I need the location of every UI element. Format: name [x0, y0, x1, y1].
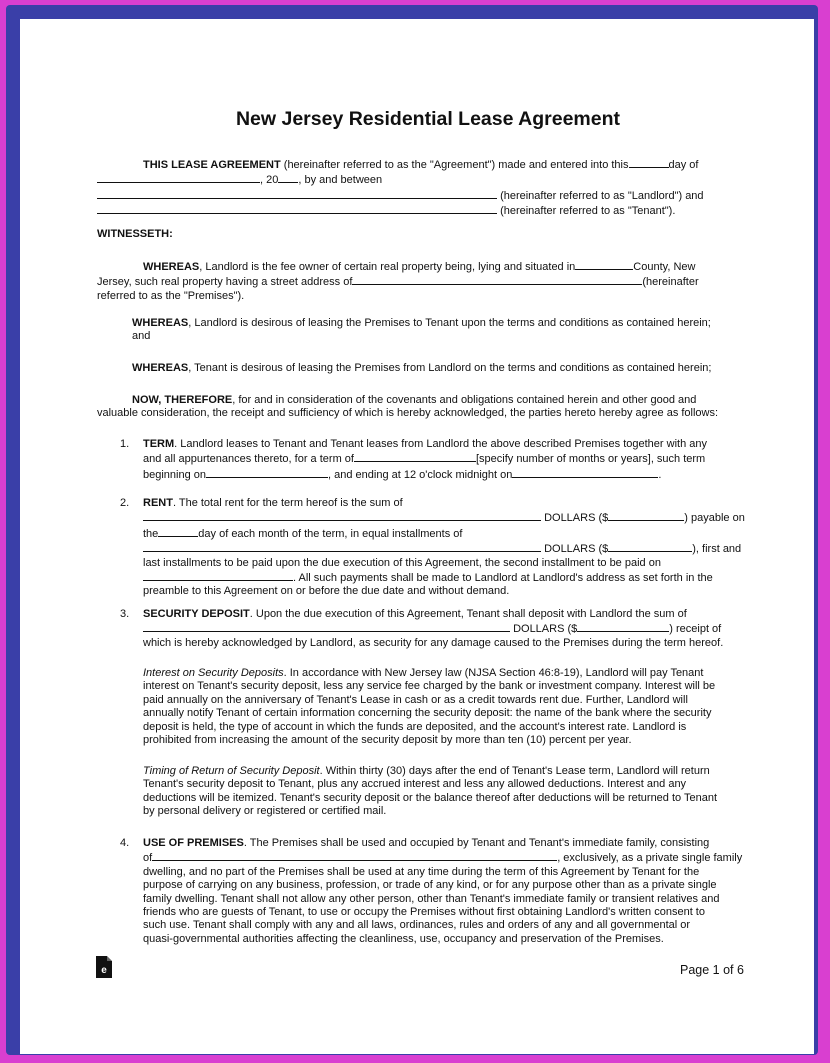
intro-bold: THIS LEASE AGREEMENT [143, 159, 281, 171]
landlord-name-blank[interactable] [97, 188, 497, 199]
second-installment-date-blank[interactable] [143, 570, 293, 581]
whereas-paragraph-1: WHEREAS, Landlord is the fee owner of certain real property being, lying and situated in County, New Jersey, such real property having a street address of (hereinafter referred to as the "Premises"). [97, 261, 699, 302]
document-title: New Jersey Residential Lease Agreement [235, 108, 621, 130]
security-deposit-section: SECURITY DEPOSIT. Upon the due execution of this Agreement, Tenant shall deposit with Landlord the sum of DOLLARS ($ ) receipt of which is hereby acknowledged by Landlord, as security for any damage caused to the Premises during the term hereof. [143, 608, 724, 649]
interest-paragraph: Interest on Security Deposits. In accordance with New Jersey law (NJSA Section 46:8-19), Landlord will pay Tenant interest on Tenant's security deposit, less any service fee charged by the bank or investment company. Interest will be paid annually on the anniversary of Tenant's Lease in cash or as a credit towards rent due. Further, Landlord will annually notify Tenant of certain information concerning the security deposit: the name of the bank where the security deposit is held, the type of account in which the funds are deposited, and the account's interest rate. Landlord is prohibited from increasing the amount of the security deposit by more than ten (10) percent per year. [143, 667, 716, 747]
rent-total-amount-blank[interactable] [608, 510, 684, 521]
eforms-logo-icon [96, 956, 112, 978]
now-therefore-paragraph: NOW, THEREFORE, for and in consideration of the covenants and obligations contained herein and other good and valuable consideration, the receipt and sufficiency of which is hereby acknowledged, the parties hereto hereby agree as follows: [97, 394, 719, 420]
item-number-4: 4. [120, 837, 130, 849]
document-page [20, 19, 814, 1054]
item-number-1: 1. [120, 438, 130, 450]
family-members-blank[interactable] [152, 850, 557, 861]
deposit-amount-blank[interactable] [577, 621, 669, 632]
rent-total-words-blank[interactable] [143, 510, 541, 521]
term-length-blank[interactable] [354, 451, 476, 462]
item-number-3: 3. [120, 608, 130, 620]
whereas-paragraph-2: WHEREAS, Landlord is desirous of leasing the Premises to Tenant upon the terms and conditions as contained herein; and [132, 317, 711, 343]
rent-day-blank[interactable] [158, 526, 198, 537]
rent-section: RENT. The total rent for the term hereof is the sum of DOLLARS ($ ) payable on the day of each month of the term, in equal installments of DOLLARS ($ ), first and last installments to be paid upon the due execution of this Agreement, the second installment to be paid on . All such payments shall be made to Landlord at Landlord's address as set forth in the preamble to this Agreement on or before the due date and without demand. [143, 497, 745, 598]
installment-amount-blank[interactable] [608, 541, 692, 552]
page-number: Page 1 of 6 [680, 963, 744, 977]
street-address-blank[interactable] [352, 274, 642, 285]
year-blank[interactable] [278, 172, 298, 183]
item-number-2: 2. [120, 497, 130, 509]
term-end-blank[interactable] [512, 467, 658, 478]
deposit-words-blank[interactable] [143, 621, 510, 632]
svg-text:e: e [101, 965, 107, 976]
day-blank[interactable] [629, 157, 669, 168]
intro-paragraph: THIS LEASE AGREEMENT (hereinafter referred to as the "Agreement") made and entered into this day of , 20 , by and between (hereinafter referred to as "Landlord") and (hereinafter referred to as "Tenant"). [97, 157, 759, 219]
whereas-paragraph-3: WHEREAS, Tenant is desirous of leasing the Premises from Landlord on the terms and conditions as contained herein; [132, 362, 712, 374]
use-of-premises-section: USE OF PREMISES. The Premises shall be used and occupied by Tenant and Tenant's immediate family, consisting of , exclusively, as a private single family dwelling, and no part of the Premises shall be used at any time during the term of this Agreement by Tenant for the purpose of carrying on any business, profession, or trade of any kind, or for any purpose other than as a private single family dwelling. Tenant shall not allow any other person, other than Tenant's immediate family or transient relatives and friends who are guests of Tenant, to use or occupy the Premises without first obtaining Landlord's written consent to such use. Tenant shall comply with any and all laws, ordinances, rules and orders of any and all governmental or quasi-governmental authorities affecting the cleanliness, use, occupancy and preservation of the Premises. [143, 837, 743, 945]
term-section: TERM. Landlord leases to Tenant and Tenant leases from Landlord the above described Premises together with any and all appurtenances thereto, for a term of [specify number of months or years], such term beginning on , and ending at 12 o'clock midnight on . [143, 438, 707, 481]
term-start-blank[interactable] [206, 467, 328, 478]
installment-words-blank[interactable] [143, 541, 541, 552]
window-frame [6, 5, 818, 1055]
tenant-name-blank[interactable] [97, 203, 497, 214]
county-blank[interactable] [575, 259, 633, 270]
month-blank[interactable] [97, 172, 260, 183]
timing-paragraph: Timing of Return of Security Deposit. Within thirty (30) days after the end of Tenant's Lease term, Landlord will return Tenant's security deposit to Tenant, plus any accrued interest and less any allowed deductions. Interest and any deductions will be itemized. Tenant's security deposit or the balance thereof after deductions will be returned to Tenant by personal delivery or registered or certified mail. [143, 765, 718, 818]
witnesseth-heading: WITNESSETH: [97, 228, 173, 240]
